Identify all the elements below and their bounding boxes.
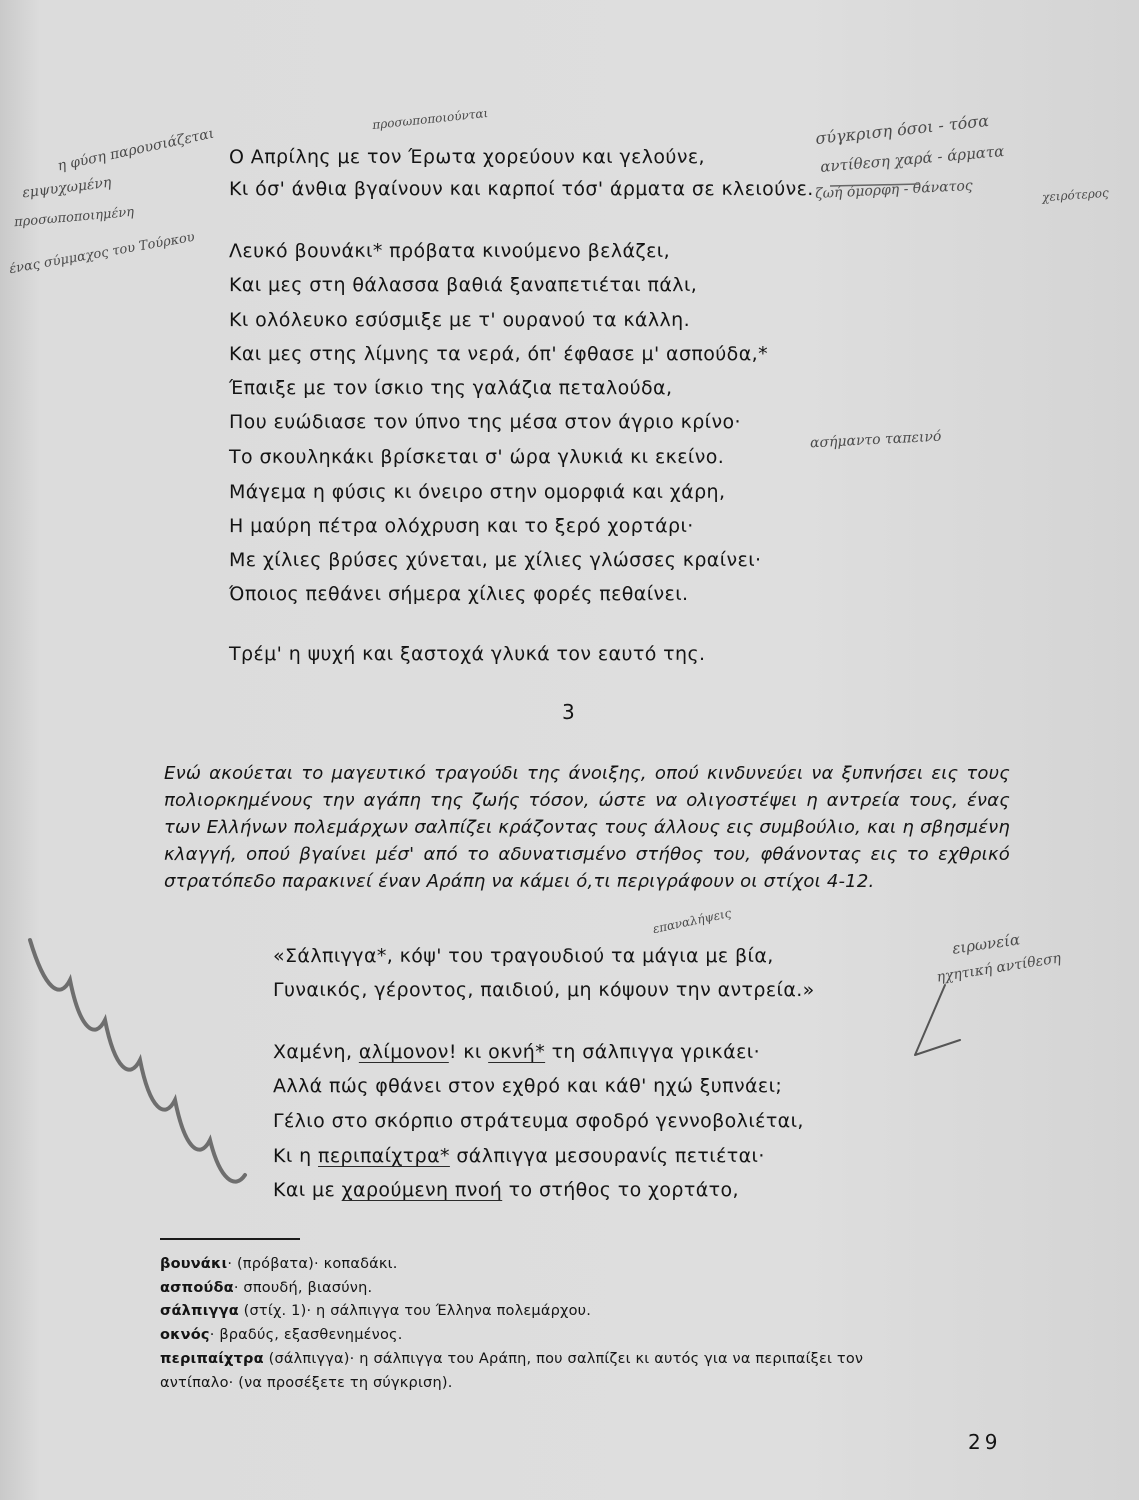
glossary-term: βουνάκι <box>160 1256 228 1272</box>
verse-line: Γυναικός, γέροντος, παιδιού, μη κόψουν την αντρεία.» <box>273 979 815 1001</box>
verse-segment: Χαμένη, <box>273 1041 359 1063</box>
glossary-entry <box>160 1280 372 1296</box>
verse-line: Λευκό βουνάκι* πρόβατα κινούμενο βελάζει, <box>229 240 671 262</box>
verse-line <box>273 1179 739 1201</box>
note-personified: προσωποποιούνται <box>371 105 489 133</box>
verse-segment: σάλπιγγα μεσουρανίς πετιέται· <box>449 1145 765 1167</box>
verse-line: Ο Απρίλης με τον Έρωτα χορεύουν και γελούνε, <box>229 146 705 168</box>
verse-line: Που ευώδιασε τον ύπνο της μέσα στον άγριο κρίνο· <box>229 411 741 433</box>
glossary-definition: · σπουδή, βιασύνη. <box>233 1280 373 1296</box>
glossary-definition: αντίπαλο· (να προσέξετε τη σύγκριση). <box>160 1375 453 1391</box>
underlined-word: αλίμονον <box>358 1041 449 1063</box>
intro-paragraph: Ενώ ακούεται το μαγευτικό τραγούδι της άνοιξης, οπού κινδυνεύει να ξυπνήσει εις τους πολιορκημένους την αγάπη της ζωής τόσον, ώστε να ολιγοστέψει η αντρεία τους, ένας των Ελλήνων πολεμάρχων σαλπίζει κράζοντας τους άλλους εις συμβούλιο, και η σβησμένη κλαγγή, οπού βγαίνει μέσ' από το αδυνατισμένο στήθος του, φθάνοντας εις το εχθρικό στρατόπεδο παρακινεί έναν Αράπη να κάμει ό,τι περιγράφουν οι στίχοι 4-12. <box>164 763 1010 892</box>
page-number: 29 <box>968 1430 1002 1454</box>
verse-segment: τη σάλπιγγα γρικάει· <box>545 1041 761 1063</box>
glossary-entry-continued <box>160 1375 453 1391</box>
underlined-word: χαρούμενη πνοή <box>341 1179 503 1201</box>
verse-line: Κι όσ' άνθια βγαίνουν και καρποί τόσ' άρματα σε κλειούνε. <box>229 178 814 200</box>
note-life-death: ζωή όμορφη - θάνατος <box>814 177 974 203</box>
note-comparison: σύγκριση όσοι - τόσα <box>814 110 990 149</box>
verse-segment: το στήθος το χορτάτο, <box>502 1179 739 1201</box>
note-irony: ειρωνεία <box>951 930 1022 958</box>
verse-line: Τρέμ' η ψυχή και ξαστοχά γλυκά τον εαυτό της. <box>229 643 706 665</box>
note-sound-antithesis: ηχητική αντίθεση <box>935 950 1063 986</box>
verse-line: «Σάλπιγγα*, κόψ' του τραγουδιού τα μάγια με βία, <box>273 945 774 967</box>
note-ally: ένας σύμμαχος του Τούρκου <box>8 229 196 278</box>
verse-line: Αλλά πώς φθάνει στον εχθρό και κάθ' ηχώ ξυπνάει; <box>273 1075 783 1097</box>
verse-line: Γέλιο στο σκόρπιο στράτευμα σφοδρό γεννοβολιέται, <box>273 1110 804 1132</box>
verse-line: Κι ολόλευκο εσύσμιξε με τ' ουρανού τα κάλλη. <box>229 309 691 331</box>
note-insignificant: ασήμαντο ταπεινό <box>809 428 942 452</box>
note-repetitions: επαναλήψεις <box>651 905 733 937</box>
annotation-underline <box>830 184 920 186</box>
glossary-term: οκνός <box>160 1327 210 1343</box>
glossary-term: ασπούδα <box>160 1280 234 1296</box>
note-personified-2: προσωποποιημένη <box>13 204 135 231</box>
note-worse: χειρότερος <box>1041 185 1110 205</box>
verse-line <box>273 1145 765 1167</box>
verse-line: Όποιος πεθάνει σήμερα χίλιες φορές πεθαίνει. <box>229 583 689 605</box>
underlined-word: οκνή* <box>488 1041 546 1063</box>
verse-line: Η μαύρη πέτρα ολόχρυση και το ξερό χορτάρι· <box>229 515 694 537</box>
glossary-term: περιπαίχτρα <box>160 1351 264 1367</box>
verse-segment: Και με <box>273 1179 342 1201</box>
verse-line: Μάγεμα η φύσις κι όνειρο στην ομορφιά και χάρη, <box>229 481 726 503</box>
verse-line: Το σκουληκάκι βρίσκεται σ' ώρα γλυκιά κι εκείνο. <box>229 446 725 468</box>
underlined-word: περιπαίχτρα* <box>318 1145 450 1167</box>
verse-line: Έπαιξε με τον ίσκιο της γαλάζια πεταλούδα, <box>229 377 673 399</box>
verse-segment: Κι η <box>273 1145 319 1167</box>
note-nature-presented: η φύση παρουσιάζεται <box>56 125 216 175</box>
glossary-definition: · βραδύς, εξασθενημένος. <box>209 1327 403 1343</box>
arrow-mark <box>915 985 960 1055</box>
glossary-definition: · (πρόβατα)· κοπαδάκι. <box>227 1256 398 1272</box>
verse-segment: ! κι <box>448 1041 489 1063</box>
section-number: 3 <box>562 700 575 724</box>
glossary-definition: (στίχ. 1)· η σάλπιγγα του Έλληνα πολεμάρχου. <box>238 1303 592 1319</box>
glossary-term: σάλπιγγα <box>160 1303 239 1319</box>
scribble-mark <box>30 940 245 1182</box>
glossary-entry <box>160 1327 403 1343</box>
glossary-entry <box>160 1256 398 1272</box>
verse-line: Και μες στης λίμνης τα νερά, όπ' έφθασε μ' ασπούδα,* <box>229 343 768 365</box>
glossary-entry <box>160 1351 863 1367</box>
verse-line: Με χίλιες βρύσες χύνεται, με χίλιες γλώσσες κραίνει· <box>229 549 762 571</box>
verse-line: Και μες στη θάλασσα βαθιά ξαναπετιέται πάλι, <box>229 274 698 296</box>
footnote-rule <box>160 1238 300 1240</box>
verse-line <box>273 1041 760 1063</box>
glossary-definition: (σάλπιγγα)· η σάλπιγγα του Αράπη, που σαλπίζει κι αυτός για να περιπαίξει τον <box>263 1351 864 1367</box>
note-antithesis: αντίθεση χαρά - άρματα <box>819 141 1005 177</box>
note-animated: εμψυχωμένη <box>21 174 113 202</box>
glossary-entry <box>160 1303 591 1319</box>
